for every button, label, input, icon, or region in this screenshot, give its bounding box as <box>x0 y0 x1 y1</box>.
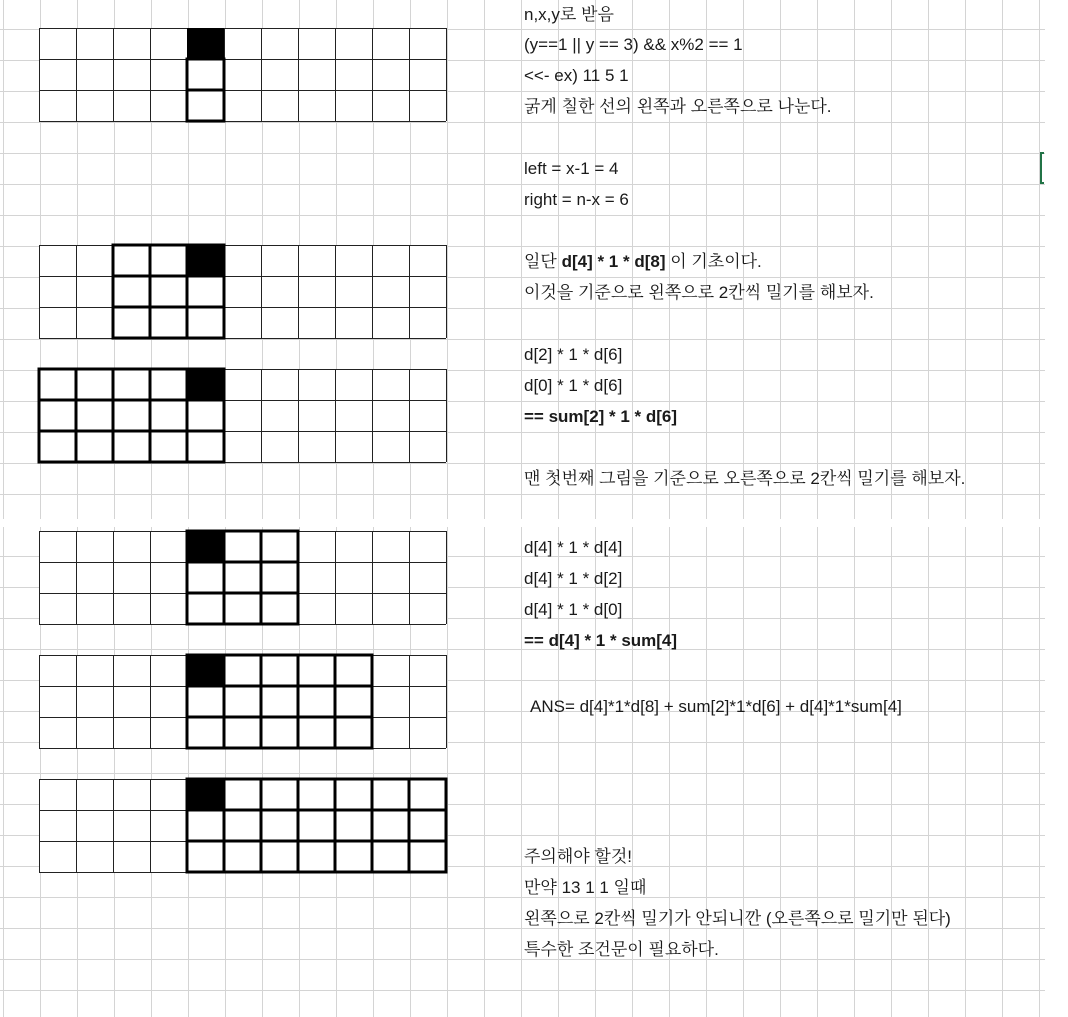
grid-4 <box>39 531 447 625</box>
note-text: 이것을 기준으로 왼쪽으로 2칸씩 밀기를 해보자. <box>524 283 874 302</box>
note-n6 <box>524 184 629 215</box>
note-n2 <box>524 29 743 60</box>
black-cell <box>187 28 224 59</box>
note-text: 주의해야 할것! <box>524 847 632 866</box>
note-n16 <box>524 625 677 656</box>
grid-background <box>39 369 446 462</box>
note-n10 <box>524 370 622 401</box>
note-n21 <box>524 934 719 965</box>
black-cell <box>187 245 224 276</box>
note-n19 <box>524 872 646 903</box>
selected-cell-indicator[interactable] <box>1040 152 1044 184</box>
note-n8 <box>524 277 874 308</box>
grid-background <box>39 779 446 872</box>
grid-6 <box>39 779 447 873</box>
grid-background <box>39 655 446 748</box>
grid-2 <box>39 245 447 339</box>
note-text: 특수한 조건문이 필요하다. <box>524 940 719 959</box>
note-text: <<- ex) 11 5 1 <box>524 66 629 85</box>
note-text: d[0] * 1 * d[6] <box>524 376 623 395</box>
note-text: 이 기초이다. <box>665 252 762 271</box>
note-n11 <box>524 401 677 432</box>
note-n12 <box>524 463 965 494</box>
note-text: 맨 첫번째 그림을 기준으로 오른쪽으로 2칸씩 밀기를 해보자. <box>524 469 966 488</box>
note-text: 굵게 칠한 선의 왼쪽과 오른쪽으로 나눈다. <box>524 97 832 116</box>
grid-1 <box>39 28 447 122</box>
note-n15 <box>524 594 622 625</box>
grid-background <box>39 28 446 121</box>
note-text: ANS= d[4]*1*d[8] + sum[2]*1*d[6] + d[4]*1*sum[4] <box>530 697 902 716</box>
note-n3 <box>524 60 629 91</box>
grid-background <box>39 245 446 338</box>
note-text: right = n-x = 6 <box>524 190 629 209</box>
note-n5 <box>524 153 619 184</box>
note-n1 <box>524 0 614 30</box>
note-n20 <box>524 903 951 934</box>
note-text: d[4] * 1 * d[2] <box>524 569 623 588</box>
note-text: 왼쪽으로 2칸씩 밀기가 안되니깐 (오른쪽으로 밀기만 된다) <box>524 909 951 928</box>
note-text: 일단 <box>524 252 562 271</box>
note-text: (y==1 || y == 3) && x%2 == 1 <box>524 35 743 54</box>
note-n14 <box>524 563 622 594</box>
note-n4 <box>524 91 832 122</box>
black-cell <box>187 779 224 810</box>
grid-5 <box>39 655 447 749</box>
black-cell <box>187 655 224 686</box>
grid-background <box>39 531 446 624</box>
note-text: n,x,y로 받음 <box>524 5 614 24</box>
black-cell <box>187 369 224 400</box>
note-n18 <box>524 841 632 872</box>
note-n13 <box>524 532 622 563</box>
note-bold-text: == sum[2] * 1 * d[6] <box>524 407 678 426</box>
note-bold-text: == d[4] * 1 * sum[4] <box>524 631 678 650</box>
note-n9 <box>524 339 622 370</box>
note-n7 <box>524 246 762 277</box>
note-text: left = x-1 = 4 <box>524 159 619 178</box>
note-text: d[2] * 1 * d[6] <box>524 345 623 364</box>
grid-3 <box>39 369 447 463</box>
note-n17 <box>530 691 902 722</box>
note-text: d[4] * 1 * d[0] <box>524 600 623 619</box>
note-bold-text: d[4] * 1 * d[8] <box>561 252 666 271</box>
black-cell <box>187 531 224 562</box>
note-text: 만약 13 1 1 일때 <box>524 878 647 897</box>
note-text: d[4] * 1 * d[4] <box>524 538 623 557</box>
